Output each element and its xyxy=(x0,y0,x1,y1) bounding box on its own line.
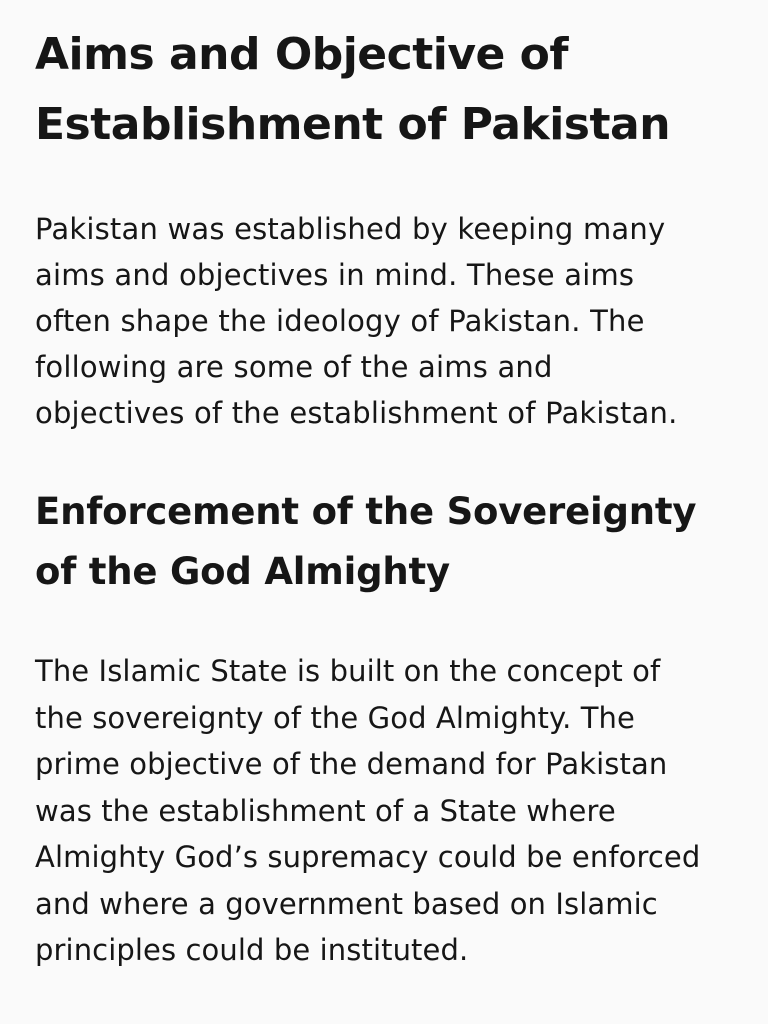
section-line: principles could be instituted. xyxy=(35,933,469,967)
article-title xyxy=(35,20,735,160)
section-heading-line: Enforcement of the Sovereignty xyxy=(35,490,697,533)
title-line: Establishment of Pakistan xyxy=(35,99,671,150)
intro-line: objectives of the establishment of Pakistan. xyxy=(35,396,678,430)
section-heading-line: of the God Almighty xyxy=(35,550,450,593)
intro-line: Pakistan was established by keeping many xyxy=(35,212,666,246)
section-line: was the establishment of a State where xyxy=(35,793,616,828)
section-line: the sovereignty of the God Almighty. The xyxy=(35,700,635,735)
section-paragraph xyxy=(35,648,755,974)
intro-paragraph xyxy=(35,206,735,436)
section-line: prime objective of the demand for Pakistan xyxy=(35,747,668,781)
intro-line: often shape the ideology of Pakistan. The xyxy=(35,304,645,338)
section-heading xyxy=(35,482,735,602)
section-line: The Islamic State is built on the concept of xyxy=(35,654,661,688)
intro-line: aims and objectives in mind. These aims xyxy=(35,258,635,292)
section-line: Almighty God’s supremacy could be enforced xyxy=(35,840,701,874)
title-line: Aims and Objective of xyxy=(35,29,569,80)
section-line: and where a government based on Islamic xyxy=(35,886,658,921)
intro-line: following are some of the aims and xyxy=(35,350,553,384)
